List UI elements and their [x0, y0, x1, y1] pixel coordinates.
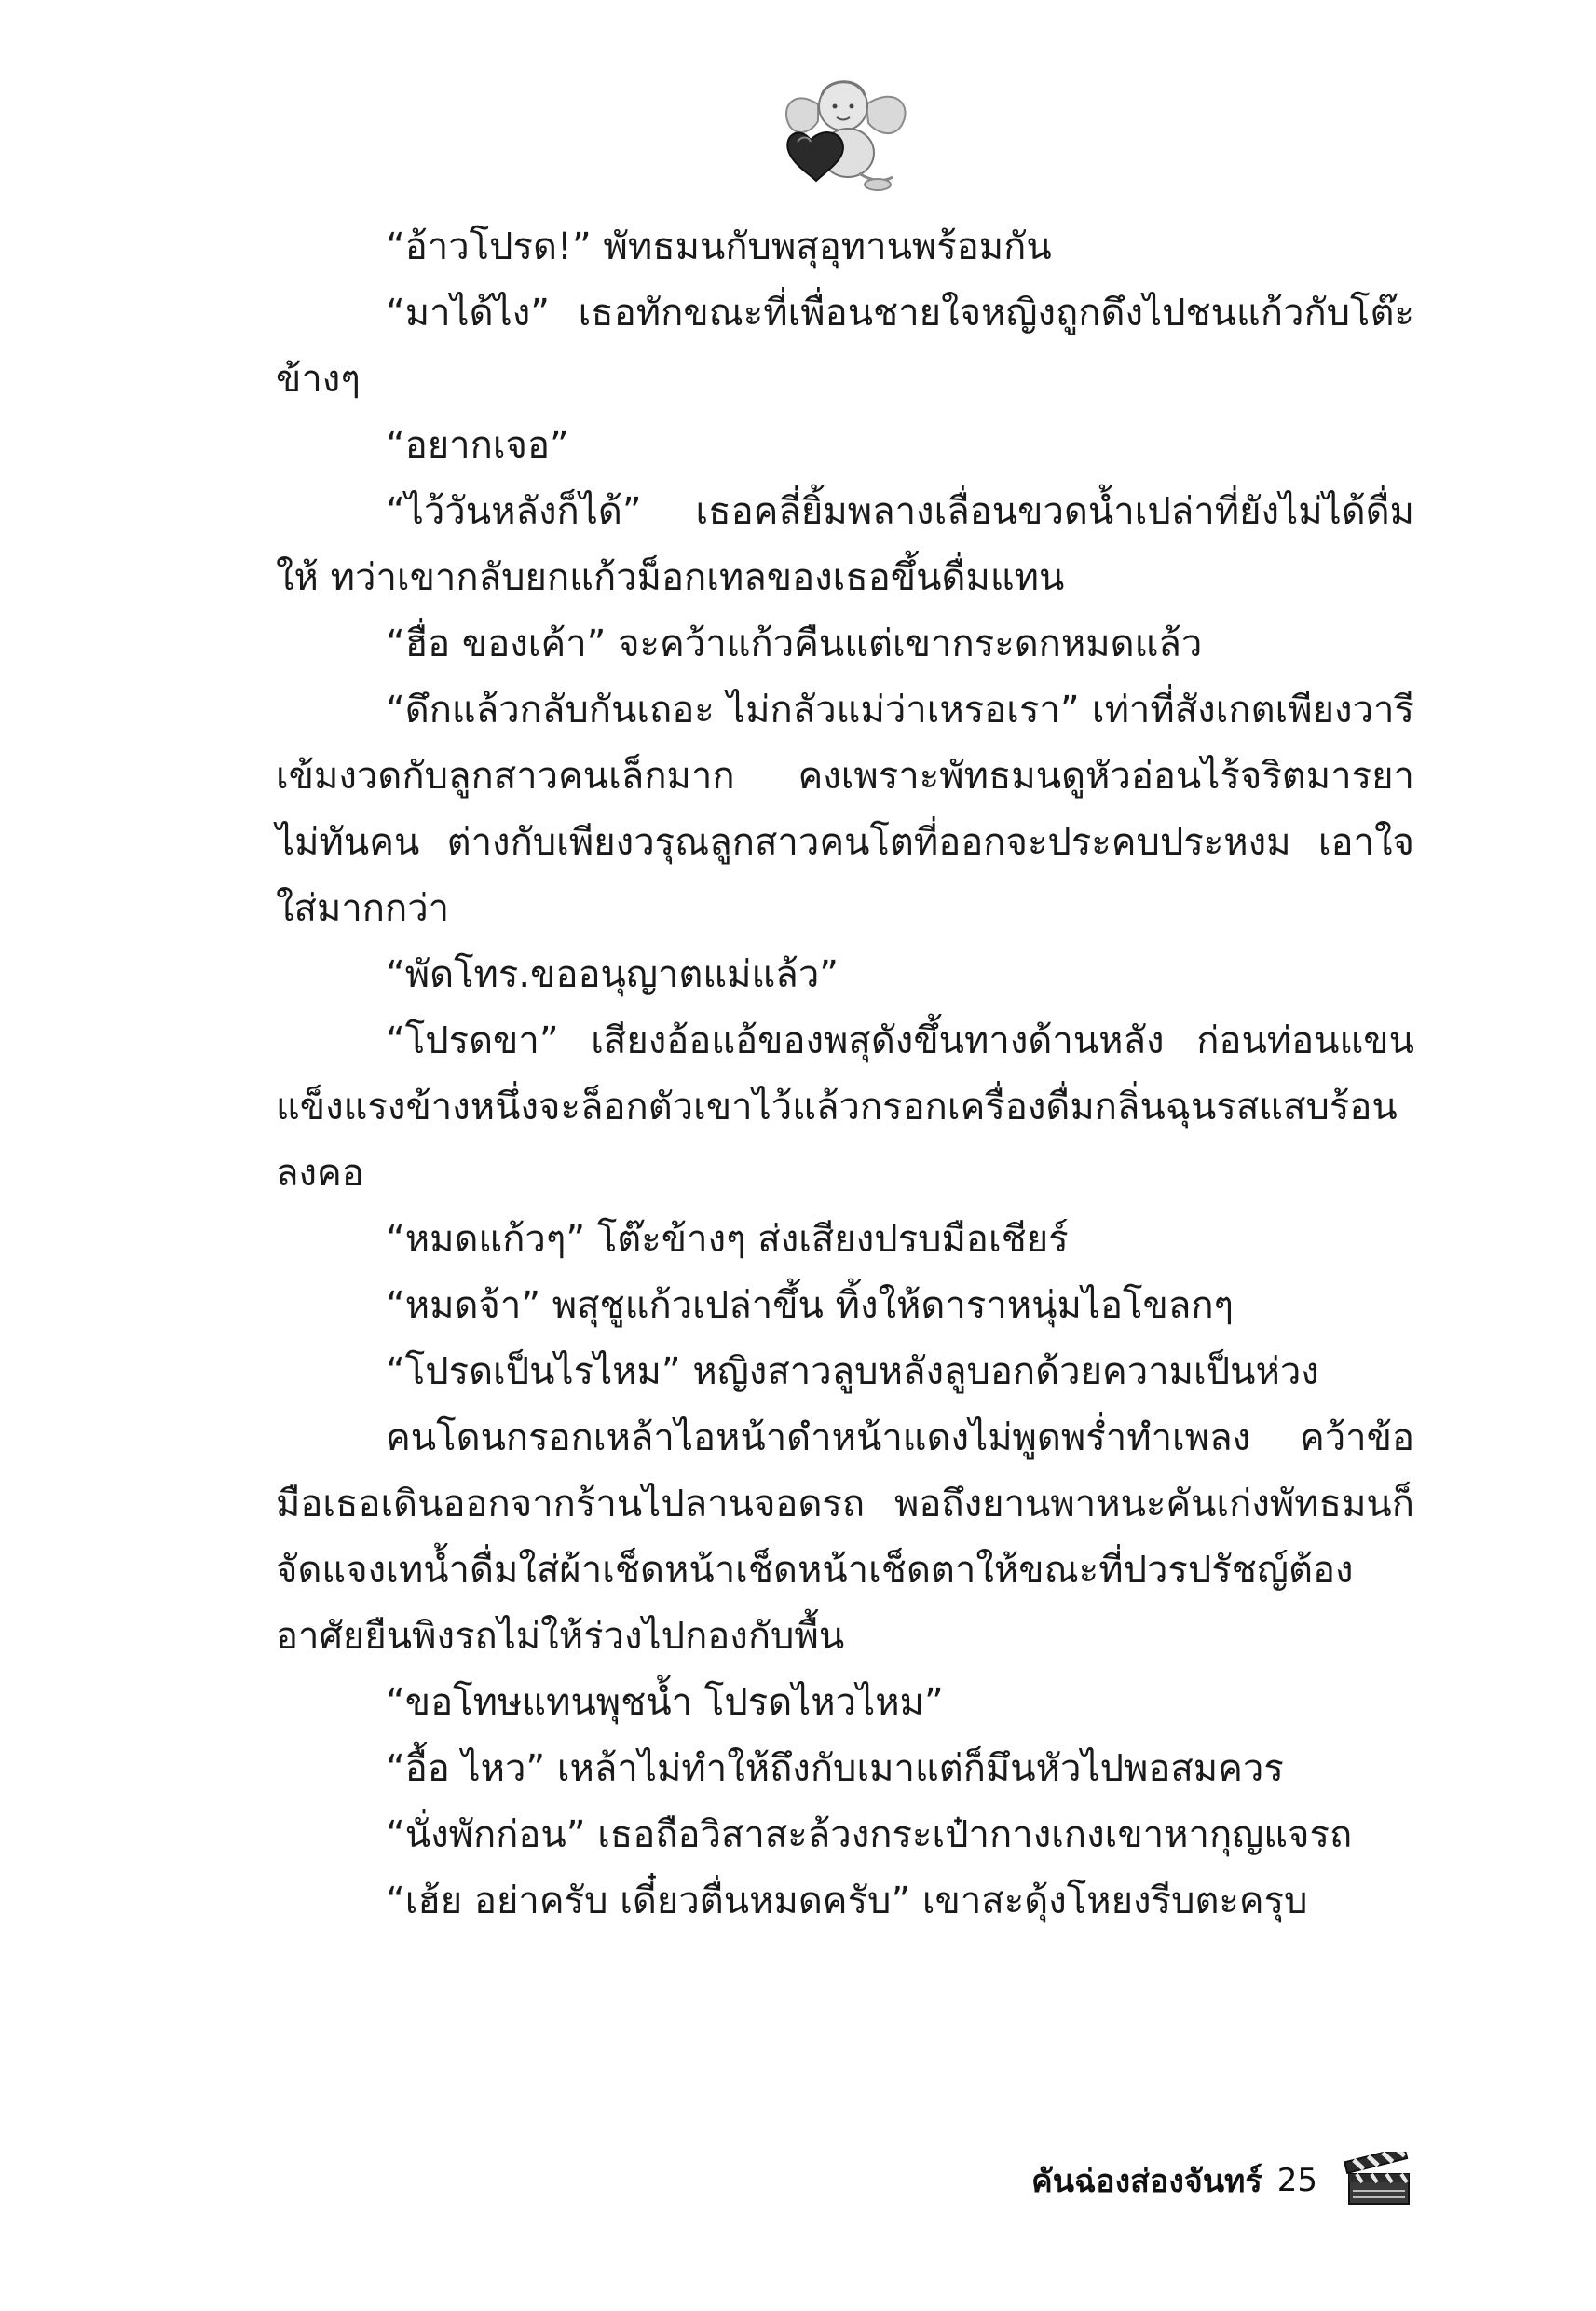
paragraph: คนโดนกรอกเหล้าไอหน้าดำหน้าแดงไม่พูดพร่ำทำเพลง คว้าข้อมือเธอเดินออกจากร้านไปลานจอดรถ พอถึงยานพาหนะคันเก่งพัทธมนก็จัดแจงเทน้ำดื่มใส่ผ้าเช็ดหน้าเช็ดหน้าเช็ดตาให้ขณะที่ปวรปรัชญ์ต้องอาศัยยืนพิงรถไม่ให้ร่วงไปกองกับพื้น: [276, 1416, 1414, 1658]
page-number: 25: [1276, 2162, 1317, 2199]
paragraph: “ดึกแล้วกลับกันเถอะ ไม่กลัวแม่ว่าเหรอเรา” เท่าที่สังเกตเพียงวารีเข้มงวดกับลูกสาวคนเล็กมาก คงเพราะพัทธมนดูหัวอ่อนไร้จริตมารยา ไม่ทันคน ต่างกับเพียงวรุณลูกสาวคนโตที่ออกจะประคบประหงม เอาใจใส่มากกว่า: [276, 689, 1414, 930]
paragraph: “อ้าวโปรด!” พัทธมนกับพสุอุทานพร้อมกัน: [386, 226, 1052, 268]
page-footer: [1031, 2148, 1414, 2213]
clapperboard-icon: [1342, 2152, 1414, 2209]
paragraph: “มาได้ไง” เธอทักขณะที่เพื่อนชายใจหญิงถูกดึงไปชนแก้วกับโต๊ะข้างๆ: [276, 292, 1414, 401]
paragraph: “ไว้วันหลังก็ได้” เธอคลี่ยิ้มพลางเลื่อนขวดน้ำเปล่าที่ยังไม่ได้ดื่มให้ ทว่าเขากลับยกแก้วม็อกเทลของเธอขึ้นดื่มแทน: [276, 490, 1414, 599]
paragraph: “โปรดขา” เสียงอ้อแอ้ของพสุดังขึ้นทางด้านหลัง ก่อนท่อนแขนแข็งแรงข้างหนึ่งจะล็อกตัวเขาไว้แล้วกรอกเครื่องดื่มกลิ่นฉุนรสแสบร้อนลงคอ: [276, 1019, 1414, 1195]
paragraph: “ฮื่อ ของเค้า” จะคว้าแก้วคืนแต่เขากระดกหมดแล้ว: [386, 622, 1203, 665]
paragraph: “นั่งพักก่อน” เธอถือวิสาสะล้วงกระเป๋ากางเกงเขาหากุญแจรถ: [386, 1813, 1353, 1856]
paragraph: “โปรดเป็นไรไหม” หญิงสาวลูบหลังลูบอกด้วยความเป็นห่วง: [386, 1350, 1319, 1393]
paragraph: “อยากเจอ”: [386, 424, 569, 467]
paragraph: “อื้อ ไหว” เหล้าไม่ทำให้ถึงกับเมาแต่ก็มึนหัวไปพอสมควร: [386, 1747, 1284, 1790]
cupid-heart-icon: [773, 67, 913, 198]
book-title: คันฉ่องส่องจันทร์: [1030, 2163, 1262, 2200]
paragraph: “เฮ้ย อย่าครับ เดี๋ยวตื่นหมดครับ” เขาสะดุ้งโหยงรีบตะครุบ: [386, 1880, 1308, 1922]
paragraph: “พัดโทร.ขออนุญาตแม่แล้ว”: [386, 953, 839, 996]
paragraph: “หมดแก้วๆ” โต๊ะข้างๆ ส่งเสียงปรบมือเชียร์: [386, 1218, 1069, 1261]
paragraph: “หมดจ้า” พสุชูแก้วเปล่าขึ้น ทิ้งให้ดาราหนุ่มไอโขลกๆ: [386, 1284, 1235, 1327]
body-text: [276, 214, 1414, 1935]
paragraph: “ขอโทษแทนพุชน้ำ โปรดไหวไหม”: [386, 1681, 944, 1724]
